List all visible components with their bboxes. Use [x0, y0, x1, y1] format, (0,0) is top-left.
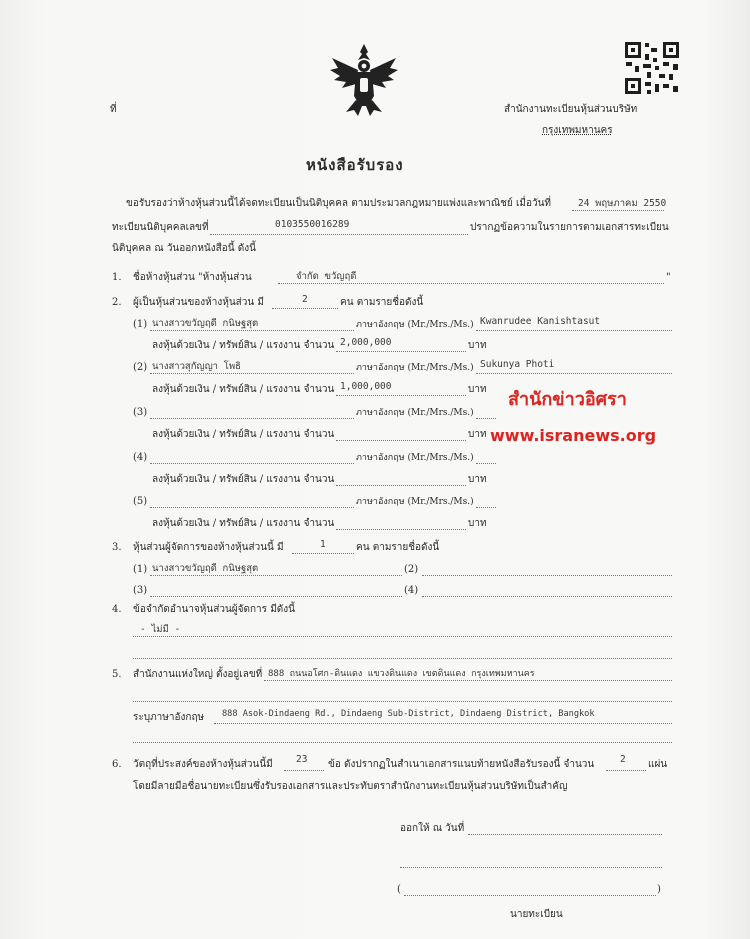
partner-4-investment-label: ลงหุ้นด้วยเงิน / ทรัพย์สิน / แรงงาน จำนวน — [152, 474, 335, 485]
item-6-line-2: โดยมีลายมือชื่อนายทะเบียนซึ่งรับรองเอกสารและประทับตราสำนักงานทะเบียนหุ้นส่วนบริษัทเป็นสำคัญ — [133, 781, 568, 792]
item-5-number: 5. — [112, 669, 122, 680]
item-2-number: 2. — [112, 297, 122, 308]
office-name: สำนักงานทะเบียนหุ้นส่วนบริษัท — [504, 104, 638, 115]
item-1-label: ชื่อห้างหุ้นส่วน "ห้างหุ้นส่วน — [133, 272, 252, 283]
partner-count: 2 — [302, 294, 308, 305]
item-2-tail: คน ตามรายชื่อดังนี้ — [340, 297, 424, 308]
partner-1-investment-label: ลงหุ้นด้วยเงิน / ทรัพย์สิน / แรงงาน จำนวน — [152, 340, 335, 351]
partner-5-index: (5) — [133, 496, 148, 507]
item-1-close: " — [666, 272, 671, 283]
partner-1-amount: 2,000,000 — [340, 337, 392, 348]
partner-2-en-name: Sukunya Photi — [480, 359, 555, 370]
head-office-address: 888 ถนนอโศก-ดินแดง แขวงดินแดง เขตดินแดง กรุงเทพมหานคร — [268, 669, 535, 679]
partner-3-index: (3) — [133, 407, 148, 418]
registration-number: 0103550016289 — [275, 219, 350, 230]
item-6-middle: ข้อ ดังปรากฏในสำเนาเอกสารแนบท้ายหนังสือรับรองนี้ จำนวน — [328, 759, 595, 770]
partner-1-en-name: Kwanrudee Kanishtasut — [480, 316, 601, 327]
partner-5-investment-label: ลงหุ้นด้วยเงิน / ทรัพย์สิน / แรงงาน จำนวน — [152, 518, 335, 529]
restrictions-value: - ไม่มี - — [140, 624, 181, 635]
intro-line-2: นิติบุคคล ณ วันออกหนังสือนี้ ดังนี้ — [112, 243, 256, 254]
manager-4-index: (4) — [404, 585, 419, 596]
page-number-label: ที่ — [110, 104, 117, 115]
item-3-number: 3. — [112, 542, 122, 553]
intro-text: ขอรับรองว่าห้างหุ้นส่วนนี้ได้จดทะเบียนเป็นนิติบุคคล ตามประมวลกฎหมายแพ่งและพาณิชย์ เมื่อวันที่ — [126, 198, 552, 209]
item-4-number: 4. — [112, 604, 122, 615]
partner-2-name: นางสาวสุกัญญา โพธิ — [152, 361, 241, 372]
item-6-tail: แผ่น — [648, 759, 668, 770]
registrar-title: นายทะเบียน — [510, 909, 563, 920]
objectives-count: 23 — [296, 754, 308, 765]
partner-2-unit: บาท — [468, 384, 487, 395]
registration-number-label: ทะเบียนนิติบุคคลเลขที่ — [112, 222, 209, 233]
item-2-label: ผู้เป็นหุ้นส่วนของห้างหุ้นส่วน มี — [133, 297, 265, 308]
manager-1-name: นางสาวขวัญฤดี กนิษฐสุต — [152, 563, 259, 574]
item-5-en-label: ระบุภาษาอังกฤษ — [133, 712, 205, 723]
item-3-label: หุ้นส่วนผู้จัดการของห้างหุ้นส่วนนี้ มี — [133, 542, 284, 553]
partner-3-investment-label: ลงหุ้นด้วยเงิน / ทรัพย์สิน / แรงงาน จำนวน — [152, 429, 335, 440]
registration-tail: ปรากฏข้อความในรายการตามเอกสารทะเบียน — [470, 222, 669, 233]
item-6-label: วัตถุที่ประสงค์ของห้างหุ้นส่วนนี้มี — [133, 759, 273, 770]
item-6-number: 6. — [112, 759, 122, 770]
partner-4-en-label: ภาษาอังกฤษ (Mr./Mrs./Ms.) — [356, 453, 474, 463]
partner-4-unit: บาท — [468, 474, 487, 485]
partner-5-en-label: ภาษาอังกฤษ (Mr./Mrs./Ms.) — [356, 497, 474, 507]
partner-2-index: (2) — [133, 362, 148, 373]
manager-3-index: (3) — [133, 585, 148, 596]
partner-4-index: (4) — [133, 452, 148, 463]
item-1-number: 1. — [112, 272, 122, 283]
garuda-emblem-icon — [328, 40, 400, 118]
watermark-url: www.isranews.org — [490, 426, 657, 445]
partner-1-unit: บาท — [468, 340, 487, 351]
partner-3-unit: บาท — [468, 429, 487, 440]
registration-date: 24 พฤษภาคม 2550 — [578, 198, 667, 209]
qr-code-icon — [623, 40, 681, 96]
partner-1-name: นางสาวขวัญฤดี กนิษฐสุต — [152, 318, 259, 329]
manager-count: 1 — [320, 539, 326, 550]
item-4-label: ข้อจำกัดอำนาจหุ้นส่วนผู้จัดการ มีดังนี้ — [133, 604, 296, 615]
partner-1-en-label: ภาษาอังกฤษ (Mr./Mrs./Ms.) — [356, 320, 474, 330]
partner-2-en-label: ภาษาอังกฤษ (Mr./Mrs./Ms.) — [356, 363, 474, 373]
partner-1-index: (1) — [133, 319, 148, 330]
partner-3-en-label: ภาษาอังกฤษ (Mr./Mrs./Ms.) — [356, 408, 474, 418]
watermark-title: สำนักข่าวอิศรา — [508, 389, 627, 410]
manager-1-index: (1) — [133, 564, 148, 575]
partner-2-investment-label: ลงหุ้นด้วยเงิน / ทรัพย์สิน / แรงงาน จำนวน — [152, 384, 335, 395]
item-3-tail: คน ตามรายชื่อดังนี้ — [356, 542, 440, 553]
office-city: กรุงเทพมหานคร — [542, 125, 613, 136]
item-5-label: สำนักงานแห่งใหญ่ ตั้งอยู่เลขที่ — [133, 669, 263, 680]
attachment-sheet-count: 2 — [620, 754, 626, 765]
partner-2-amount: 1,000,000 — [340, 381, 392, 392]
partnership-name: จำกัด ขวัญฤดี — [296, 271, 357, 282]
registrar-paren-close: ) — [657, 884, 661, 895]
issued-date-label: ออกให้ ณ วันที่ — [400, 823, 465, 834]
head-office-address-en: 888 Asok-Dindaeng Rd., Dindaeng Sub-District, Dindaeng District, Bangkok — [222, 709, 595, 719]
manager-2-index: (2) — [404, 564, 419, 575]
registrar-paren-open: ( — [397, 884, 401, 895]
partner-5-unit: บาท — [468, 518, 487, 529]
page-title: หนังสือรับรอง — [306, 156, 404, 174]
